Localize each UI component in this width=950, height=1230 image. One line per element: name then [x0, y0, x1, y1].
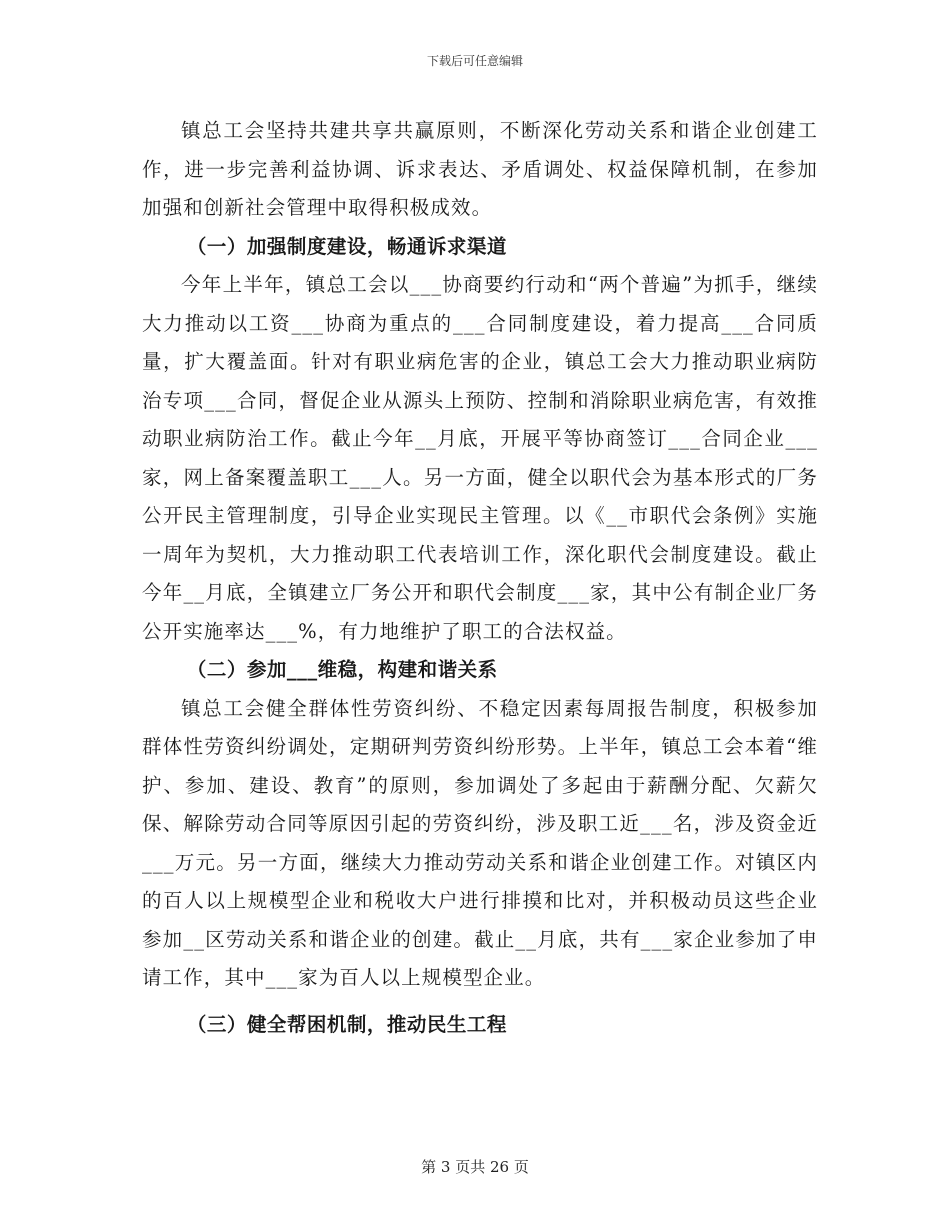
- section-3-heading: （三）健全帮困机制，推动民生工程: [186, 1012, 507, 1036]
- section-2-heading: （二）参加___维稳，构建和谐关系: [186, 658, 498, 681]
- document-body: [142, 112, 818, 1044]
- page-header: 下载后可任意编辑: [426, 54, 523, 68]
- intro-paragraph: 镇总工会坚持共建共享共赢原则，不断深化劳动关系和谐企业创建工作，进一步完善利益协调、诉求表达、矛盾调处、权益保障机制，在参加加强和创新社会管理中取得积极成效。: [142, 119, 818, 219]
- section-1-paragraph: 今年上半年，镇总工会以___协商要约行动和“两个普遍”为抓手，继续大力推动以工资___协商为重点的___合同制度建设，着力提高___合同质量，扩大覆盖面。针对有职业病危害的企业，镇总工会大力推动职业病防治专项___合同，督促企业从源头上预防、控制和消除职业病危害，有效推动职业病防治工作。截止今年__月底，开展平等协商签订___合同企业___家，网上备案覆盖职工___人。另一方面，健全以职代会为基本形式的厂务公开民主管理制度，引导企业实现民主管理。以《__市职代会条例》实施一周年为契机，大力推动职工代表培训工作，深化职代会制度建设。截止今年__月底，全镇建立厂务公开和职代会制度___家，其中公有制企业厂务公开实施率达___%，有力地维护了职工的合法权益。: [142, 273, 818, 643]
- page-number-footer: 第 3 页共 26 页: [421, 1158, 529, 1176]
- section-1-heading: （一）加强制度建设，畅通诉求渠道: [186, 234, 507, 258]
- section-2-paragraph: 镇总工会健全群体性劳资纠纷、不稳定因素每周报告制度，积极参加群体性劳资纠纷调处，定期研判劳资纠纷形势。上半年，镇总工会本着“维护、参加、建设、教育”的原则，参加调处了多起由于薪酬分配、欠薪欠保、解除劳动合同等原因引起的劳资纠纷，涉及职工近___名，涉及资金近___万元。另一方面，继续大力推动劳动关系和谐企业创建工作。对镇区内的百人以上规模型企业和税收大户进行排摸和比对，并积极动员这些企业参加__区劳动关系和谐企业的创建。截止__月底，共有___家企业参加了申请工作，其中___家为百人以上规模型企业。: [142, 696, 818, 989]
